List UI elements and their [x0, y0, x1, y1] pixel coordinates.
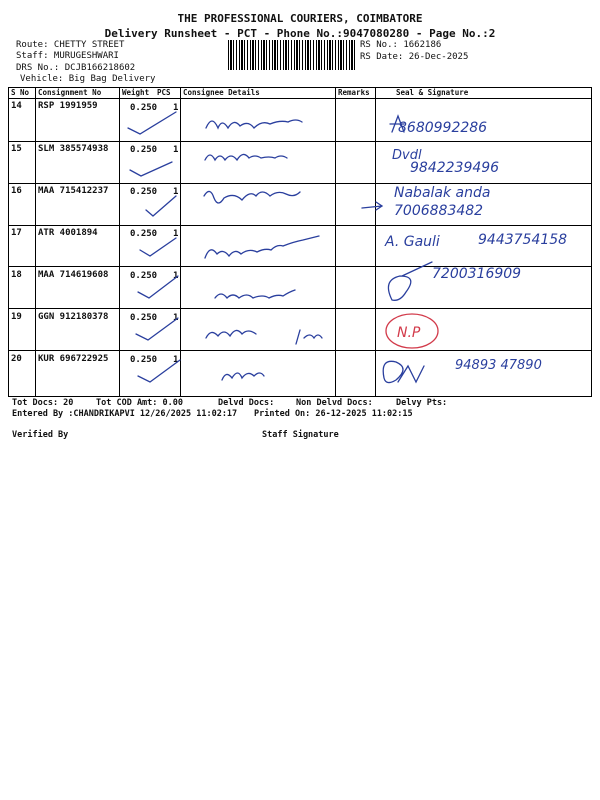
col-header-weight: Weight: [122, 88, 150, 97]
signature-scribble: [222, 373, 264, 380]
signature-scribble: [383, 361, 424, 382]
delvy-pts: Delvy Pts:: [396, 398, 448, 408]
handwritten-phone: 94893 47890: [455, 358, 542, 373]
row-consignment: GGN 912180378: [38, 312, 109, 322]
row-pcs: 1: [173, 271, 179, 281]
row-consignment: SLM 385574938: [38, 144, 109, 154]
signature-scribble: [206, 330, 322, 344]
tick-mark: [146, 196, 176, 216]
row-weight: 0.250: [130, 355, 158, 365]
row-pcs: 1: [173, 103, 179, 113]
route-label: Route: CHETTY STREET: [16, 40, 125, 50]
signature-scribble: [388, 262, 432, 300]
col-header-sno: S No: [11, 88, 30, 97]
delivery-stamp: [384, 312, 444, 352]
row-sno: 17: [11, 228, 22, 238]
rs-date: RS Date: 26-Dec-2025: [360, 52, 469, 62]
signature-scribble: [205, 154, 287, 160]
row-sno: 18: [11, 270, 22, 280]
runsheet-subtitle: Delivery Runsheet - PCT - Phone No.:9047080280 - Page No.:2: [104, 27, 496, 40]
non-delvd-docs: Non Delvd Docs:: [296, 398, 373, 408]
row-weight: 0.250: [130, 271, 158, 281]
handwritten-phone: 9443754158: [478, 232, 568, 248]
col-header-consignee: Consignee Details: [183, 88, 260, 97]
col-header-remarks: Remarks: [338, 88, 370, 97]
tick-mark: [138, 360, 180, 382]
row-consignment: ATR 4001894: [38, 228, 98, 238]
row-weight: 0.250: [130, 229, 158, 239]
handwritten-phone: 7200316909: [432, 266, 522, 282]
tick-mark: [130, 162, 172, 176]
vehicle-label: Vehicle: Big Bag Delivery: [20, 74, 156, 84]
col-header-pcs: PCS: [157, 88, 171, 97]
tot-cod-amt: Tot COD Amt: 0.00: [96, 398, 183, 408]
row-sno: 15: [11, 144, 22, 154]
entered-by: Entered By :CHANDRIKAPVI 12/26/2025 11:02:17: [12, 409, 238, 419]
row-pcs: 1: [173, 145, 179, 155]
rs-number: RS No.: 1662186: [360, 40, 442, 50]
signature-scribble: [205, 236, 319, 258]
row-weight: 0.250: [130, 187, 158, 197]
handwritten-name: Nabalak anda: [394, 185, 491, 201]
stamp-text: N.P: [397, 325, 421, 341]
tick-mark: [140, 238, 176, 256]
verified-by-label: Verified By: [12, 430, 69, 440]
row-sno: 20: [11, 354, 22, 364]
row-weight: 0.250: [130, 313, 158, 323]
row-pcs: 1: [173, 187, 179, 197]
row-weight: 0.250: [130, 103, 158, 113]
signature-scribble: [390, 116, 404, 132]
row-sno: 16: [11, 186, 22, 196]
row-sno: 19: [11, 312, 22, 322]
row-consignment: MAA 715412237: [38, 186, 109, 196]
drs-number: DRS No.: DCJB166218602: [16, 63, 136, 73]
tick-mark: [136, 318, 178, 340]
row-consignment: RSP 1991959: [38, 101, 98, 111]
signature-scribble: [215, 290, 295, 298]
tick-mark: [138, 276, 178, 298]
tot-docs: Tot Docs: 20: [12, 398, 74, 408]
delvd-docs: Delvd Docs:: [218, 398, 275, 408]
company-title: THE PROFESSIONAL COURIERS, COIMBATORE: [177, 12, 423, 25]
row-weight: 0.250: [130, 145, 158, 155]
row-consignment: MAA 714619608: [38, 270, 109, 280]
row-pcs: 1: [173, 355, 179, 365]
row-consignment: KUR 696722925: [38, 354, 109, 364]
handwritten-phone: 8680992286: [398, 120, 488, 136]
handwritten-name: Dvdl: [392, 148, 422, 163]
printed-on: Printed On: 26-12-2025 11:02:15: [254, 409, 413, 419]
row-pcs: 1: [173, 313, 179, 323]
col-header-seal: Seal & Signature: [396, 88, 469, 97]
signature-scribble: [204, 191, 300, 203]
staff-signature-label: Staff Signature: [262, 430, 339, 440]
row-pcs: 1: [173, 229, 179, 239]
arrow-mark: [362, 202, 382, 210]
col-header-consignment: Consignment No: [38, 88, 102, 97]
handwritten-phone: 9842239496: [410, 160, 500, 176]
handwritten-phone: 7006883482: [394, 203, 484, 219]
row-sno: 14: [11, 101, 22, 111]
signature-scribble: [206, 120, 302, 128]
tick-mark: [128, 112, 176, 134]
staff-label: Staff: MURUGESHWARI: [16, 51, 119, 61]
handwritten-name: A. Gauli: [385, 234, 440, 250]
